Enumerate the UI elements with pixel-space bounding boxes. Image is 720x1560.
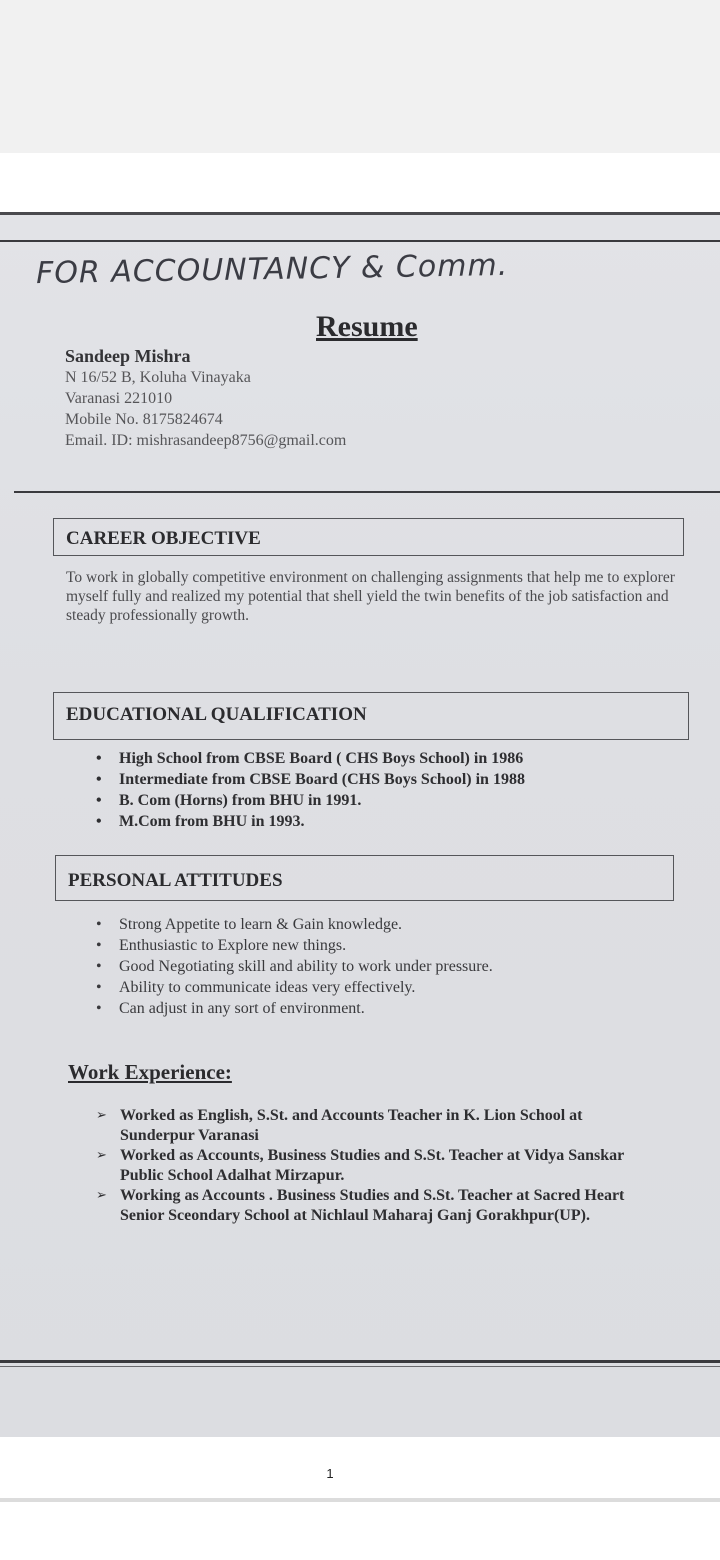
viewer-bottom-area: [0, 1502, 720, 1560]
list-item: ➢ Working as Accounts . Business Studies and S.St. Teacher at Sacred Heart Senior Sceondary School at Nichlaul Maharaj Ganj Gorakhpur(UP).: [96, 1186, 656, 1225]
resume-title: Resume: [316, 310, 418, 343]
contact-name: Sandeep Mishra: [65, 346, 191, 366]
education-heading: EDUCATIONAL QUALIFICATION: [66, 704, 367, 725]
work-experience-list: [96, 1106, 656, 1226]
list-item: • Intermediate from CBSE Board (CHS Boys School) in 1988: [96, 769, 525, 790]
contact-mobile: Mobile No. 8175824674: [65, 411, 223, 428]
attitudes-list: [96, 914, 493, 1019]
bottom-rule: [0, 1360, 720, 1363]
career-objective-text: To work in globally competitive environment on challenging assignments that help me to explorer myself fully and realized my potential that shell yield the twin benefits of the job satisfaction and steady professionally growth.: [66, 569, 675, 624]
contact-address-line1: N 16/52 B, Koluha Vinayaka: [65, 369, 251, 386]
work-experience-heading: Work Experience:: [68, 1060, 232, 1084]
list-item: • Can adjust in any sort of environment.: [96, 998, 493, 1019]
list-item: • Enthusiastic to Explore new things.: [96, 935, 493, 956]
list-item: • Good Negotiating skill and ability to work under pressure.: [96, 956, 493, 977]
education-heading-box: [53, 692, 689, 740]
contact-divider: [14, 491, 720, 493]
resume-photo: [0, 212, 720, 1437]
list-item: ➢ Worked as English, S.St. and Accounts Teacher in K. Lion School at Sunderpur Varanasi: [96, 1106, 656, 1145]
list-item: • Strong Appetite to learn & Gain knowledge.: [96, 914, 493, 935]
page-number: 1: [326, 1466, 334, 1481]
contact-email: Email. ID: mishrasandeep8756@gmail.com: [65, 432, 347, 449]
bottom-rule-thin: [0, 1366, 720, 1367]
contact-block: [65, 346, 346, 451]
list-item: • High School from CBSE Board ( CHS Boys School) in 1986: [96, 748, 525, 769]
career-objective-heading-box: [53, 518, 684, 556]
attitudes-heading-box: [55, 855, 674, 901]
header-rule: [0, 240, 720, 242]
education-list: [96, 748, 525, 832]
attitudes-heading: PERSONAL ATTITUDES: [68, 870, 283, 891]
list-item: • M.Com from BHU in 1993.: [96, 811, 525, 832]
viewer-top-area: [0, 0, 720, 153]
handwritten-note: FOR ACCOUNTANCY & Comm.: [35, 247, 509, 292]
top-border-line: [0, 212, 720, 215]
list-item: • B. Com (Horns) from BHU in 1991.: [96, 790, 525, 811]
contact-address-line2: Varanasi 221010: [65, 390, 173, 407]
career-objective-heading: CAREER OBJECTIVE: [66, 528, 261, 549]
list-item: • Ability to communicate ideas very effectively.: [96, 977, 493, 998]
list-item: ➢ Worked as Accounts, Business Studies and S.St. Teacher at Vidya Sanskar Public School Adalhat Mirzapur.: [96, 1146, 656, 1185]
